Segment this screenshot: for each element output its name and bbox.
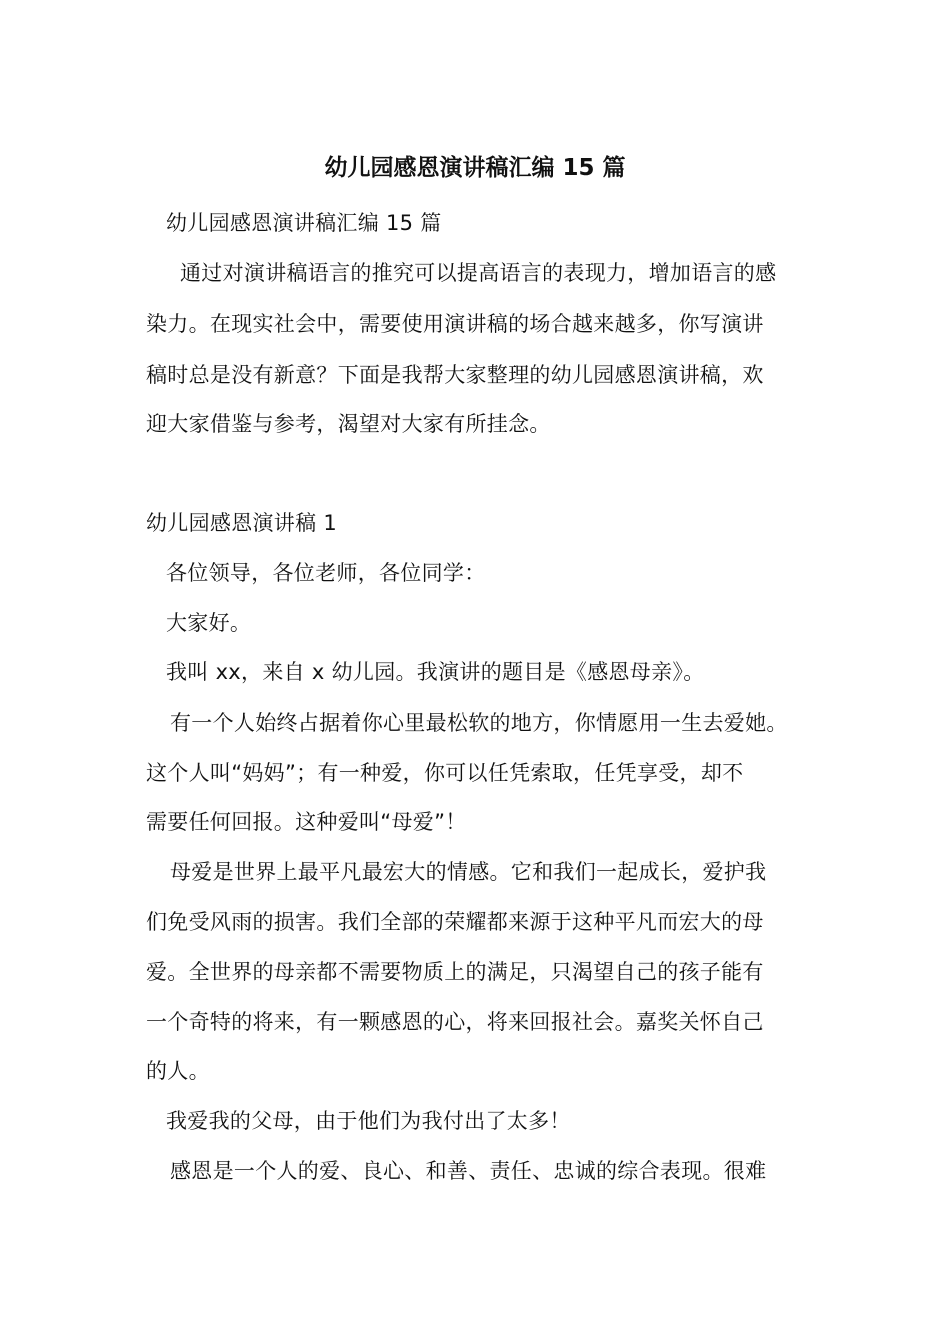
body-line: 各位领导，各位老师，各位同学： bbox=[166, 561, 486, 585]
body-line: 爱。全世界的母亲都不需要物质上的满足，只渴望自己的孩子能有 bbox=[146, 960, 764, 984]
intro-line: 迎大家借鉴与参考，渴望对大家有所挂念。 bbox=[146, 412, 551, 436]
document-title: 幼儿园感恩演讲稿汇编 15 篇 bbox=[324, 155, 626, 181]
body-line: 这个人叫“妈妈”；有一种爱，你可以任凭索取，任凭享受，却不 bbox=[146, 761, 744, 785]
body-line: 的人。 bbox=[146, 1059, 210, 1083]
section-heading: 幼儿园感恩演讲稿 1 bbox=[146, 511, 338, 535]
body-line: 们免受风雨的损害。我们全部的荣耀都来源于这种平凡而宏大的母 bbox=[146, 910, 764, 934]
body-line: 有一个人始终占据着你心里最松软的地方，你情愿用一生去爱她。 bbox=[170, 711, 788, 735]
body-line: 需要任何回报。这种爱叫“母爱”！ bbox=[146, 810, 467, 834]
intro-line: 通过对演讲稿语言的推究可以提高语言的表现力，增加语言的感 bbox=[180, 261, 777, 285]
intro-line: 染力。在现实社会中，需要使用演讲稿的场合越来越多，你写演讲 bbox=[146, 312, 764, 336]
body-line: 感恩是一个人的爱、良心、和善、责任、忠诚的综合表现。很难 bbox=[170, 1159, 767, 1183]
body-line: 母爱是世界上最平凡最宏大的情感。它和我们一起成长，爱护我 bbox=[170, 860, 767, 884]
document-subtitle: 幼儿园感恩演讲稿汇编 15 篇 bbox=[166, 211, 442, 235]
intro-line: 稿时总是没有新意？下面是我帮大家整理的幼儿园感恩演讲稿，欢 bbox=[146, 363, 764, 387]
body-line: 大家好。 bbox=[166, 611, 252, 635]
body-line: 我叫 xx，来自 x 幼儿园。我演讲的题目是《感恩母亲》。 bbox=[166, 660, 705, 684]
body-line: 一个奇特的将来，有一颗感恩的心，将来回报社会。嘉奖关怀自己 bbox=[146, 1010, 764, 1034]
body-line: 我爱我的父母，由于他们为我付出了太多！ bbox=[166, 1109, 571, 1133]
